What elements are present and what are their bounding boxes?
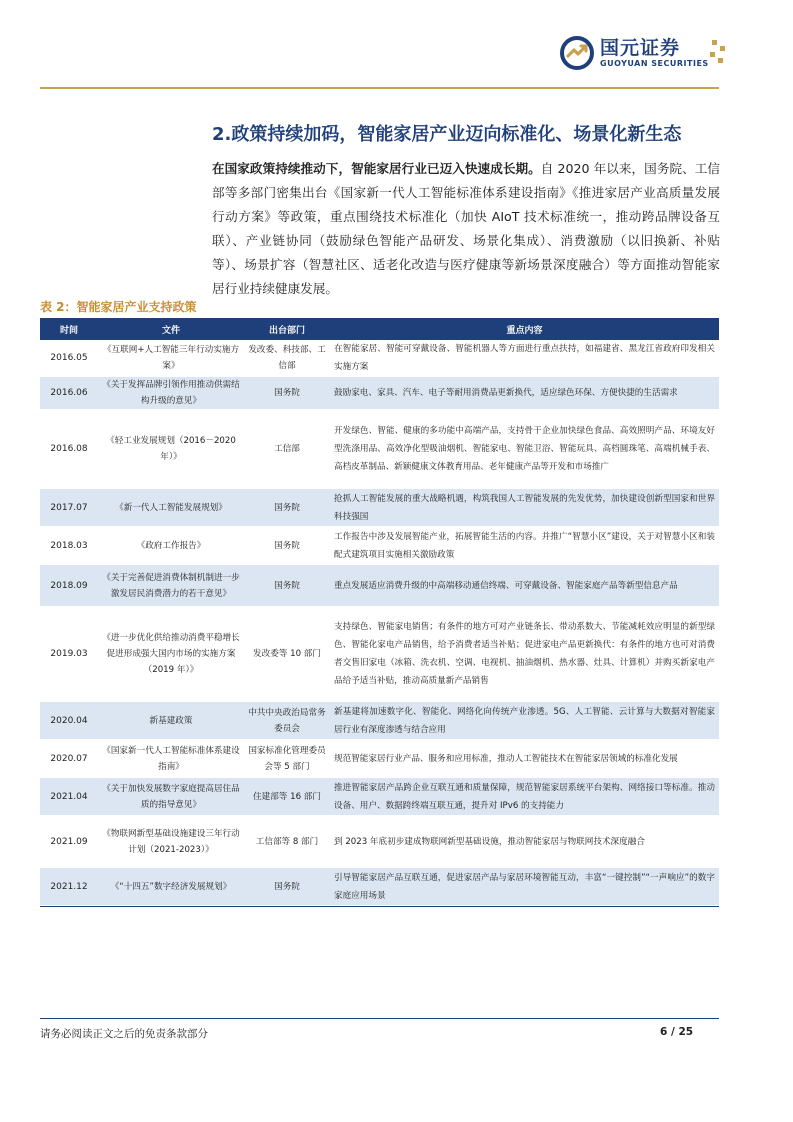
gold-block-decoration-icon [708, 38, 730, 72]
cell-document: 《轻工业发展规划（2016－2020 年）》 [98, 410, 244, 489]
cell-key-content: 开发绿色、智能、健康的多功能中高端产品，支持骨干企业加快绿色食品、高效照明产品、环境友好型洗涤用品、高效净化型吸油烟机、智能家电、智能卫浴、智能玩具、高档圆珠笔、高端机械手表、高档皮革制品、新颖健康文体教育用品、老年健康产品等开发和市场推广 [330, 410, 719, 489]
cell-key-content: 到 2023 年底初步建成物联网新型基础设施，推动智能家居与物联网技术深度融合 [330, 816, 719, 868]
cell-key-content: 支持绿色、智能家电销售；有条件的地方可对产业链条长、带动系数大、节能减耗效应明显的新型绿色、智能化家电产品销售，给予消费者适当补贴；促进家电产品更新换代：有条件的地方也可对消费者交售旧家电（冰箱、洗衣机、空调、电视机、抽油烟机、热水器、灶具、计算机）并购买新家电产品给予适当补贴，推动高质量新产品销售 [330, 607, 719, 702]
cell-document: 新基建政策 [98, 702, 244, 740]
cell-department: 国务院 [244, 489, 330, 527]
cell-department: 发改委、科技部、工信部 [244, 340, 330, 377]
cell-document: 《政府工作报告》 [98, 527, 244, 565]
table-row [40, 377, 719, 410]
cell-time: 2021.12 [40, 868, 98, 906]
logo [560, 36, 709, 70]
footer-divider [40, 1018, 719, 1019]
intro-body: 自 2020 年以来，国务院、工信部等多部门密集出台《国家新一代人工智能标准体系建设指南》《推进家居产业高质量发展行动方案》等政策，重点围绕技术标准化（加快 AIoT 技术标准统一，推动跨品牌设备互联）、产业链协同（鼓励绿色智能产品研发、场景化集成）、消费激励（以旧换新、补贴等）、场景扩容（智慧社区、适老化改造与医疗健康等新场景深度融合）等方面推动智能家居行业持续健康发展。 [212, 161, 721, 296]
cell-document: 《进一步优化供给推动消费平稳增长促进形成强大国内市场的实施方案（2019 年）》 [98, 607, 244, 702]
cell-time: 2021.09 [40, 816, 98, 868]
table-row [40, 816, 719, 868]
header-key-content: 重点内容 [330, 318, 719, 340]
page-number: 6 / 25 [660, 1026, 694, 1038]
cell-key-content: 新基建将加速数字化、智能化、网络化向传统产业渗透。5G、人工智能、云计算与大数据对智能家居行业有深度渗透与结合应用 [330, 702, 719, 740]
table-row [40, 740, 719, 778]
cell-key-content: 工作报告中涉及发展智能产业，拓展智能生活的内容。并推广“智慧小区”建设，关于对智慧小区和装配式建筑项目实施相关激励政策 [330, 527, 719, 565]
table-caption: 表 2：智能家居产业支持政策 [40, 300, 197, 314]
cell-key-content: 鼓励家电、家具、汽车、电子等耐用消费品更新换代，适应绿色环保、方便快捷的生活需求 [330, 377, 719, 410]
cell-document: 《关于发挥品牌引领作用推动供需结构升级的意见》 [98, 377, 244, 410]
table-row [40, 565, 719, 607]
table-row [40, 410, 719, 489]
header-document: 文件 [98, 318, 244, 340]
cell-key-content: 规范智能家居行业产品、服务和应用标准，推动人工智能技术在智能家居领域的标准化发展 [330, 740, 719, 778]
cell-time: 2021.04 [40, 778, 98, 816]
cell-department: 国务院 [244, 527, 330, 565]
table-row [40, 702, 719, 740]
cell-time: 2016.05 [40, 340, 98, 377]
cell-key-content: 引导智能家居产品互联互通，促进家居产品与家居环境智能互动，丰富“一键控制”“一声响应”的数字家庭应用场景 [330, 868, 719, 906]
policy-table [40, 318, 719, 906]
cell-time: 2019.03 [40, 607, 98, 702]
logo-name-en: GUOYUAN SECURITIES [600, 58, 709, 68]
cell-document: 《互联网+人工智能三年行动实施方案》 [98, 340, 244, 377]
cell-key-content: 推进智能家居产品跨企业互联互通和质量保障，规范智能家居系统平台架构、网络接口等标准。推动设备、用户、数据跨终端互联互通，提升对 IPv6 的支持能力 [330, 778, 719, 816]
guoyuan-logo-icon [560, 36, 594, 70]
table-row [40, 527, 719, 565]
table-row [40, 340, 719, 377]
header-department: 出台部门 [244, 318, 330, 340]
table-bottom-rule [40, 906, 719, 907]
cell-time: 2018.03 [40, 527, 98, 565]
table-header-row [40, 318, 719, 340]
table-row [40, 489, 719, 527]
cell-department: 国务院 [244, 868, 330, 906]
section-title: 2.政策持续加码，智能家居产业迈向标准化、场景化新生态 [212, 124, 682, 145]
cell-department: 国务院 [244, 565, 330, 607]
table-body [40, 340, 719, 906]
intro-lead: 在国家政策持续推动下，智能家居行业已迈入快速成长期。 [212, 161, 541, 176]
cell-time: 2017.07 [40, 489, 98, 527]
cell-time: 2016.06 [40, 377, 98, 410]
cell-department: 住建部等 16 部门 [244, 778, 330, 816]
cell-document: 《“十四五”数字经济发展规划》 [98, 868, 244, 906]
cell-time: 2018.09 [40, 565, 98, 607]
cell-document: 《关于完善促进消费体制机制进一步激发居民消费潜力的若干意见》 [98, 565, 244, 607]
header-divider [40, 87, 719, 89]
cell-document: 《国家新一代人工智能标准体系建设指南》 [98, 740, 244, 778]
cell-key-content: 重点发展适应消费升级的中高端移动通信终端、可穿戴设备、智能家庭产品等新型信息产品 [330, 565, 719, 607]
cell-department: 中共中央政治局常务委员会 [244, 702, 330, 740]
cell-key-content: 在智能家居、智能可穿戴设备、智能机器人等方面进行重点扶持，如福建省、黑龙江省政府印发相关实施方案 [330, 340, 719, 377]
cell-time: 2020.04 [40, 702, 98, 740]
header-time: 时间 [40, 318, 98, 340]
cell-document: 《新一代人工智能发展规划》 [98, 489, 244, 527]
disclaimer-note: 请务必阅读正文之后的免责条款部分 [40, 1028, 208, 1040]
intro-paragraph [212, 157, 720, 301]
table-row [40, 607, 719, 702]
cell-department: 国家标准化管理委员会等 5 部门 [244, 740, 330, 778]
table-row [40, 868, 719, 906]
table-row [40, 778, 719, 816]
cell-document: 《物联网新型基础设施建设三年行动计划（2021-2023）》 [98, 816, 244, 868]
cell-time: 2020.07 [40, 740, 98, 778]
cell-key-content: 抢抓人工智能发展的重大战略机遇，构筑我国人工智能发展的先发优势，加快建设创新型国家和世界科技强国 [330, 489, 719, 527]
cell-time: 2016.08 [40, 410, 98, 489]
cell-department: 国务院 [244, 377, 330, 410]
logo-name-cn: 国元证券 [600, 36, 681, 59]
cell-department: 工信部 [244, 410, 330, 489]
cell-department: 工信部等 8 部门 [244, 816, 330, 868]
cell-document: 《关于加快发展数字家庭提高居住品质的指导意见》 [98, 778, 244, 816]
cell-department: 发改委等 10 部门 [244, 607, 330, 702]
